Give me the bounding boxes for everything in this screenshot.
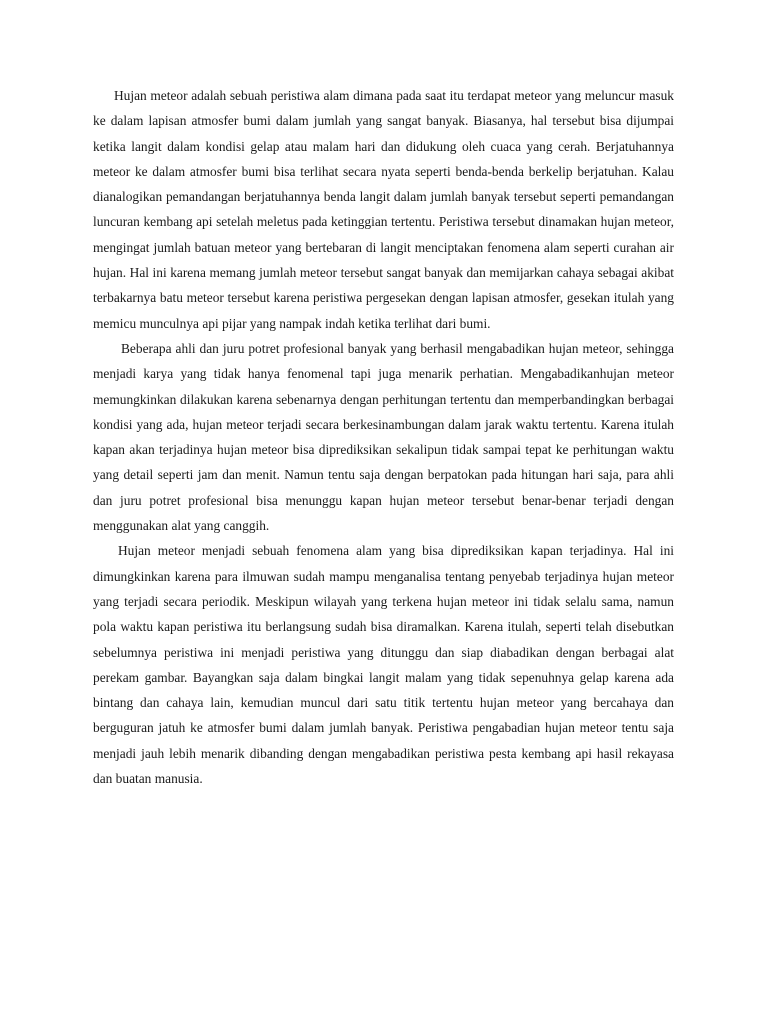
document-page <box>93 83 674 791</box>
paragraph-1: Hujan meteor adalah sebuah peristiwa alam dimana pada saat itu terdapat meteor yang meluncur masuk ke dalam lapisan atmosfer bumi dalam jumlah yang sangat banyak. Biasanya, hal tersebut bisa dijumpai ketika langit dalam kondisi gelap atau malam hari dan didukung oleh cuaca yang cerah. Berjatuhannya meteor ke dalam atmosfer bumi bisa terlihat secara nyata seperti benda-benda berkelip berjatuhan. Kalau dianalogikan pemandangan berjatuhannya benda langit dalam jumlah banyak tersebut seperti pemandangan luncuran kembang api setelah meletus pada ketinggian tertentu. Peristiwa tersebut dinamakan hujan meteor, mengingat jumlah batuan meteor yang bertebaran di langit menciptakan fenomena alam seperti curahan air hujan. Hal ini karena memang jumlah meteor tersebut sangat banyak dan memijarkan cahaya sebagai akibat terbakarnya batu meteor tersebut karena peristiwa pergesekan dengan lapisan atmosfer, gesekan itulah yang memicu munculnya api pijar yang nampak indah ketika terlihat dari bumi. <box>93 88 674 331</box>
paragraph-3: Hujan meteor menjadi sebuah fenomena alam yang bisa diprediksikan kapan terjadinya. Hal ini dimungkinkan karena para ilmuwan sudah mampu menganalisa tentang penyebab terjadinya hujan meteor yang terjadi secara periodik. Meskipun wilayah yang terkena hujan meteor ini tidak selalu sama, namun pola waktu kapan peristiwa itu berlangsung sudah bisa diramalkan. Karena itulah, seperti telah disebutkan sebelumnya peristiwa ini menjadi peristiwa yang ditunggu dan siap diabadikan dengan berbagai alat perekam gambar. Bayangkan saja dalam bingkai langit malam yang tidak sepenuhnya gelap karena ada bintang dan cahaya lain, kemudian muncul dari satu titik tertentu hujan meteor yang bercahaya dan berguguran jatuh ke atmosfer bumi dalam jumlah banyak. Peristiwa pengabadian hujan meteor tentu saja menjadi jauh lebih menarik dibanding dengan mengabadikan peristiwa pesta kembang api hasil rekayasa dan buatan manusia. <box>93 543 674 787</box>
paragraph-2: Beberapa ahli dan juru potret profesional banyak yang berhasil mengabadikan hujan meteor, sehingga menjadi karya yang tidak hanya fenomenal tapi juga menarik perhatian. Mengabadikanhujan meteor memungkinkan dilakukan karena sebenarnya dengan perhitungan tertentu dan memperbandingkan berbagai kondisi yang ada, hujan meteor terjadi secara berkesinambungan dalam jarak waktu tertentu. Karena itulah kapan akan terjadinya hujan meteor bisa diprediksikan sekalipun tidak sampai tepat ke perhitungan waktu yang detail seperti jam dan menit. Namun tentu saja dengan berpatokan pada hitungan hari saja, para ahli dan juru potret profesional bisa menunggu kapan hujan meteor tersebut benar-benar terjadi dengan menggunakan alat yang canggih. <box>93 340 674 534</box>
